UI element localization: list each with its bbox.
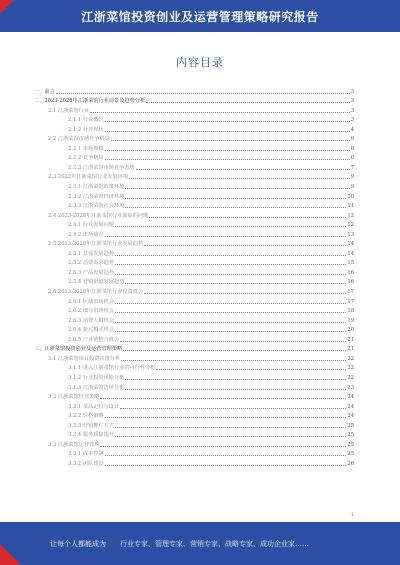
toc-entry-title: 2.4 2023-2028年江浙菜馆行业面临的问题 xyxy=(48,212,149,219)
toc-entry[interactable] xyxy=(34,392,354,402)
toc-dot-leader xyxy=(149,217,346,218)
toc-dot-leader xyxy=(115,303,346,304)
toc-entry-title: 2.2.3 江浙菜馆市场竞争态势 xyxy=(68,164,135,171)
toc-entry[interactable] xyxy=(34,86,354,96)
toc-dot-leader xyxy=(125,389,346,390)
toc-entry-title: 2.6.3 消费人群机会 xyxy=(68,317,114,324)
toc-entry-title: 3.3.2 团队建设 xyxy=(68,460,104,467)
toc-entry-page: 16 xyxy=(347,269,354,276)
toc-entry-page: 16 xyxy=(347,279,354,286)
toc-entry-title: 2.5.4 营销渠道发展趋势 xyxy=(68,279,125,286)
toc-entry[interactable] xyxy=(34,411,354,421)
toc-entry-title: 3.2 江浙菜馆经营策略 xyxy=(48,394,100,401)
toc-entry-title: 2.1.1 行业概况 xyxy=(68,117,104,124)
toc-entry-page: 21 xyxy=(347,336,354,343)
toc-entry[interactable] xyxy=(34,220,354,230)
toc-entry-page: 13 xyxy=(347,231,354,238)
toc-entry[interactable] xyxy=(34,96,354,106)
toc-dot-leader xyxy=(121,360,346,361)
toc-entry-title: 3.3.1 成本控制 xyxy=(68,451,104,458)
toc-entry[interactable] xyxy=(34,334,354,344)
toc-entry-page: 3 xyxy=(350,98,354,105)
header-corner-accent xyxy=(0,0,14,14)
toc-entry[interactable] xyxy=(34,172,354,182)
toc-entry[interactable] xyxy=(34,430,354,440)
table-of-contents xyxy=(34,86,354,468)
toc-dot-leader xyxy=(56,93,350,94)
toc-entry-title: 2.3.1 江浙菜馆政策环境 xyxy=(68,184,125,191)
toc-entry[interactable] xyxy=(34,449,354,459)
toc-entry-page: 17 xyxy=(347,298,354,305)
toc-entry-page: 3 xyxy=(350,117,354,124)
toc-dot-leader xyxy=(146,102,350,103)
toc-entry-page: 24 xyxy=(347,413,354,420)
toc-entry-title: 2.6.1 区域市场机会 xyxy=(68,298,114,305)
toc-entry-title: 二、2023-2028年江浙菜馆行业前景及趋势分析 xyxy=(34,98,146,105)
toc-dot-leader xyxy=(115,274,346,275)
toc-entry-title: 3.1.2 行业投资风险分析 xyxy=(68,374,125,381)
toc-entry-page: 26 xyxy=(347,460,354,467)
toc-entry-page: 15 xyxy=(347,260,354,267)
toc-entry-page: 6 xyxy=(350,155,354,162)
toc-entry-page: 19 xyxy=(347,317,354,324)
toc-dot-leader xyxy=(115,331,346,332)
toc-entry[interactable] xyxy=(34,143,354,153)
toc-entry-title: 2.3.2 江浙菜馆经济环境 xyxy=(68,193,125,200)
toc-dot-leader xyxy=(125,188,349,189)
toc-entry[interactable] xyxy=(34,191,354,201)
toc-entry-title: 3.2.4 服务质量提升 xyxy=(68,432,114,439)
toc-dot-leader xyxy=(129,178,350,179)
page-number: 1 xyxy=(351,513,354,518)
footer-slogan: 行业专家、管理专家、营销专家、战略专家、成功企业家…… xyxy=(120,540,309,548)
footer-corner-accent xyxy=(0,544,21,565)
toc-entry-page: 4 xyxy=(350,126,354,133)
toc-dot-leader xyxy=(115,427,346,428)
toc-entry-title: 2.5.1 总体发展趋势 xyxy=(68,250,114,257)
toc-entry[interactable] xyxy=(34,115,354,125)
toc-entry[interactable] xyxy=(34,277,354,287)
toc-entry[interactable] xyxy=(34,201,354,211)
toc-dot-leader xyxy=(115,436,346,437)
toc-entry-title: 2.5 2023-2028年江浙菜馆行业发展趋势 xyxy=(48,241,144,248)
toc-dot-leader xyxy=(90,112,350,113)
toc-dot-leader xyxy=(115,255,346,256)
toc-entry-title: 2.2 江浙菜馆市场竞争格局 xyxy=(48,136,110,143)
toc-entry-page: 25 xyxy=(347,451,354,458)
toc-entry[interactable] xyxy=(34,344,354,354)
report-title: 江浙菜馆投资创业及运营管理策略研究报告 xyxy=(81,9,319,24)
toc-dot-leader xyxy=(120,341,346,342)
toc-entry-page: 10 xyxy=(347,193,354,200)
toc-entry-title: 3.2.2 价格策略 xyxy=(68,413,104,420)
toc-entry-page: 3 xyxy=(350,107,354,114)
toc-entry-title: 3.2.3 营销推广方式 xyxy=(68,422,114,429)
toc-entry[interactable] xyxy=(34,229,354,239)
toc-entry[interactable] xyxy=(34,382,354,392)
toc-entry[interactable] xyxy=(34,181,354,191)
toc-dot-leader xyxy=(105,465,347,466)
toc-entry-title: 3.1 江浙菜馆项目投资决策分析 xyxy=(48,355,121,362)
toc-heading: 内容目录 xyxy=(176,56,224,69)
toc-dot-leader xyxy=(105,417,347,418)
toc-entry-title: 3.1.3 江浙菜馆选址分析 xyxy=(68,384,125,391)
toc-entry-page: 7 xyxy=(350,164,354,171)
toc-entry-title: 2.5.3 产品发展趋势 xyxy=(68,269,114,276)
toc-entry[interactable] xyxy=(34,401,354,411)
toc-entry-title: 2.1.2 行业现状 xyxy=(68,126,104,133)
toc-entry[interactable] xyxy=(34,267,354,277)
toc-dot-leader xyxy=(105,150,350,151)
toc-dot-leader xyxy=(120,408,346,409)
toc-entry-title: 2.4.2 市场痛点 xyxy=(68,231,104,238)
toc-entry-page: 22 xyxy=(347,374,354,381)
toc-dot-leader xyxy=(125,198,346,199)
toc-entry-page: 12 xyxy=(347,212,354,219)
toc-entry-page: 23 xyxy=(347,384,354,391)
toc-entry-page: 12 xyxy=(347,222,354,229)
toc-dot-leader xyxy=(136,169,350,170)
toc-entry-title: 2.2.1 市场规模 xyxy=(68,145,104,152)
toc-entry-page: 14 xyxy=(347,241,354,248)
footer-slogan-lead: 让每个人都能成为 xyxy=(50,540,106,548)
toc-entry-title: 2.6 2023-2028年江浙菜馆行业投资机会 xyxy=(48,289,144,296)
toc-dot-leader xyxy=(125,207,346,208)
toc-entry[interactable] xyxy=(34,306,354,316)
toc-entry[interactable] xyxy=(34,439,354,449)
toc-entry-title: 2.6.2 细分市场机会 xyxy=(68,308,114,315)
toc-entry-title: 2.6.4 新兴模式机会 xyxy=(68,327,114,334)
toc-entry-page: 24 xyxy=(347,394,354,401)
toc-dot-leader xyxy=(115,312,346,313)
toc-entry-title: 2.1 江浙菜馆行业 xyxy=(48,107,90,114)
report-header xyxy=(0,0,400,32)
toc-entry[interactable] xyxy=(34,248,354,258)
toc-dot-leader xyxy=(105,159,350,160)
toc-entry[interactable] xyxy=(34,286,354,296)
toc-entry[interactable] xyxy=(34,458,354,468)
toc-entry-title: 2.3.3 江浙菜馆社会环境 xyxy=(68,203,125,210)
toc-dot-leader xyxy=(156,369,346,370)
toc-entry-page: 22 xyxy=(347,365,354,372)
toc-entry-title: 2.3 2022年江浙菜馆行业发展环境 xyxy=(48,174,129,181)
toc-entry-page: 20 xyxy=(347,327,354,334)
toc-entry-page: 6 xyxy=(350,145,354,152)
toc-entry[interactable] xyxy=(34,325,354,335)
toc-dot-leader xyxy=(123,350,346,351)
toc-entry-page: 24 xyxy=(347,403,354,410)
toc-entry-page: 9 xyxy=(350,174,354,181)
toc-entry[interactable] xyxy=(34,372,354,382)
toc-entry-page: 6 xyxy=(350,136,354,143)
toc-dot-leader xyxy=(115,226,346,227)
toc-entry-page: 3 xyxy=(350,88,354,95)
toc-entry[interactable] xyxy=(34,124,354,134)
toc-entry-page: 25 xyxy=(347,422,354,429)
toc-dot-leader xyxy=(100,446,346,447)
toc-dot-leader xyxy=(111,140,350,141)
toc-entry[interactable] xyxy=(34,239,354,249)
toc-entry-page: 9 xyxy=(350,184,354,191)
toc-entry-title: 2.2.2 竞争格局 xyxy=(68,155,104,162)
toc-entry-title: 3.1.1 进入江浙菜馆行业的可行性分析 xyxy=(68,365,156,372)
toc-entry[interactable] xyxy=(34,105,354,115)
toc-dot-leader xyxy=(115,264,346,265)
toc-entry[interactable] xyxy=(34,296,354,306)
toc-dot-leader xyxy=(144,245,346,246)
toc-entry-title: 2.4.1 行业发展问题 xyxy=(68,222,114,229)
toc-entry-page: 11 xyxy=(347,203,354,210)
toc-entry[interactable] xyxy=(34,162,354,172)
toc-entry-page: 14 xyxy=(347,250,354,257)
toc-entry[interactable] xyxy=(34,134,354,144)
toc-entry-page: 25 xyxy=(347,432,354,439)
toc-entry-page: 25 xyxy=(347,441,354,448)
toc-entry-title: 一、前言 xyxy=(34,88,55,95)
toc-entry[interactable] xyxy=(34,210,354,220)
toc-dot-leader xyxy=(125,379,346,380)
toc-entry-page: 22 xyxy=(347,355,354,362)
toc-entry-title: 2.6.5 产业链整合机会 xyxy=(68,336,120,343)
toc-entry-title: 2.5.2 消费需求趋势 xyxy=(68,260,114,267)
toc-entry[interactable] xyxy=(34,315,354,325)
toc-entry-title: 3.3 江浙菜馆运营管理 xyxy=(48,441,100,448)
toc-entry[interactable] xyxy=(34,353,354,363)
toc-entry-page: 18 xyxy=(347,308,354,315)
toc-dot-leader xyxy=(125,283,346,284)
toc-entry[interactable] xyxy=(34,153,354,163)
toc-entry[interactable] xyxy=(34,420,354,430)
toc-entry-page: 21 xyxy=(347,346,354,353)
toc-entry-title: 3.2.1 菜品定位与设计 xyxy=(68,403,120,410)
toc-dot-leader xyxy=(100,398,346,399)
toc-entry-title: 三、江浙菜馆投资创业及运营管理策略 xyxy=(34,346,123,353)
toc-entry[interactable] xyxy=(34,363,354,373)
toc-dot-leader xyxy=(105,236,347,237)
toc-entry[interactable] xyxy=(34,258,354,268)
toc-dot-leader xyxy=(144,293,346,294)
toc-entry-page: 17 xyxy=(347,289,354,296)
toc-dot-leader xyxy=(105,121,350,122)
toc-dot-leader xyxy=(105,455,347,456)
toc-dot-leader xyxy=(105,131,350,132)
toc-dot-leader xyxy=(115,322,346,323)
